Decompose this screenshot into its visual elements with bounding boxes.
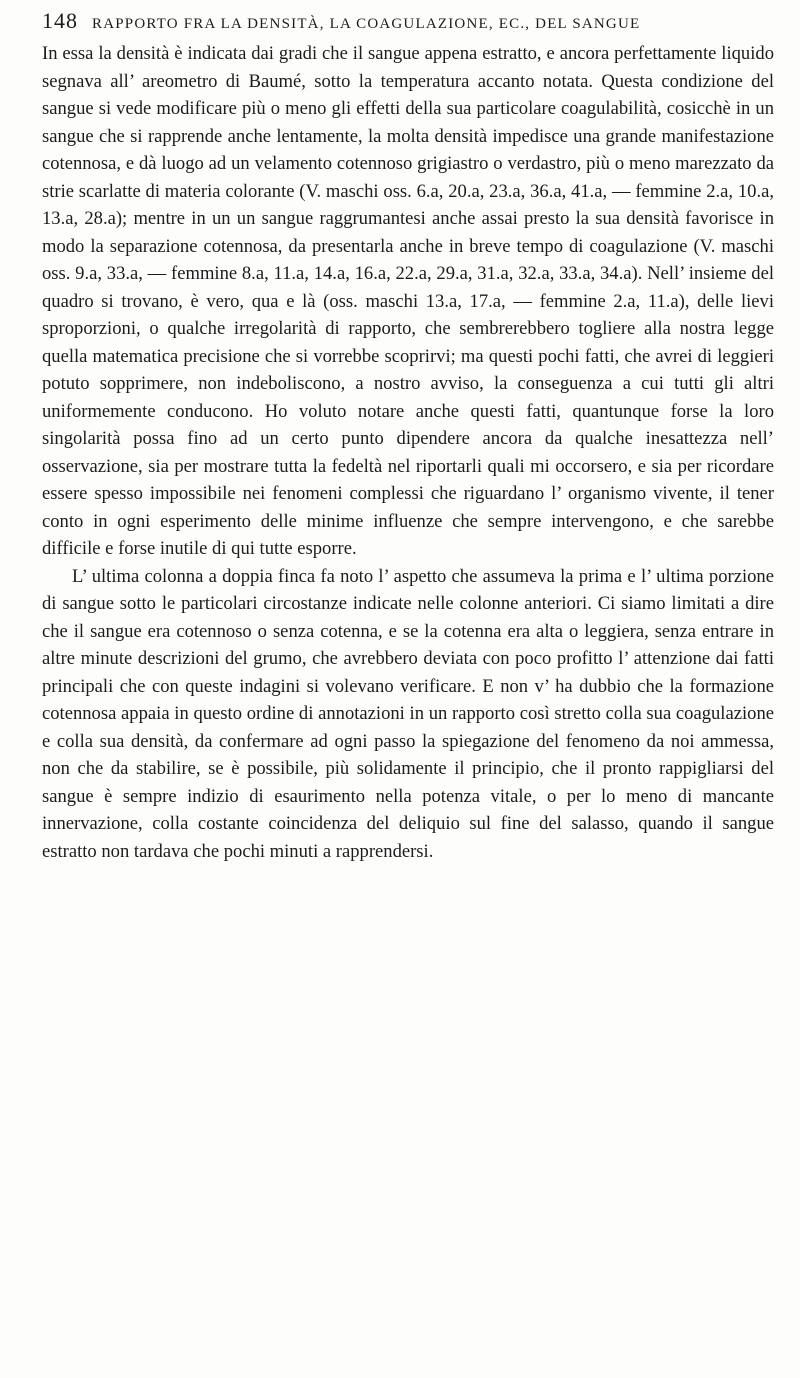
running-title: RAPPORTO FRA LA DENSITÀ, LA COAGULAZIONE, EC., DEL SANGUE xyxy=(92,16,641,32)
body-text xyxy=(42,40,774,865)
running-head xyxy=(42,8,772,36)
page-number: 148 xyxy=(42,8,78,33)
paragraph: L’ ultima colonna a doppia finca fa noto l’ aspetto che assumeva la prima e l’ ultima porzione di sangue sotto le particolari circostanze indicate nelle colonne anteriori. Ci siamo limitati a dire che il sangue era cotennoso o senza cotenna, e se la cotenna era alta o leggiera, senza entrare in altre minute descrizioni del grumo, che avrebbero deviata con poco profitto l’ attenzione dai fatti principali che con queste indagini si volevano verificare. E non v’ ha dubbio che la formazione cotennosa appaia in questo ordine di annotazioni in un rapporto così stretto colla sua coagulazione e colla sua densità, da confermare ad ogni passo la spiegazione del fenomeno da noi ammessa, non che da stabilire, se è possibile, più solidamente il principio, che il pronto rappigliarsi del sangue è sempre indizio di esaurimento nella potenza vitale, o per lo meno di mancante innervazione, colla costante coincidenza del deliquio sul fine del salasso, quando il sangue estratto non tardava che pochi minuti a rapprendersi. xyxy=(42,565,774,862)
paragraph: In essa la densità è indicata dai gradi che il sangue appena estratto, e ancora perfettamente liquido segnava all’ areometro di Baumé, sotto la temperatura accanto notata. Questa condizione del sangue si vede modificare più o meno gli effetti della sua particolare coagulabilità, cosicchè in un sangue che si rapprende anche lentamente, la molta densità impedisce una grande manifestazione cotennosa, e dà luogo ad un velamento cotennoso grigiastro o verdastro, più o meno marezzato da strie scarlatte di materia colorante (V. maschi oss. 6.a, 20.a, 23.a, 36.a, 41.a, — femmine 2.a, 10.a, 13.a, 28.a); mentre in un un sangue raggrumantesi anche assai presto la sua densità favorisce in modo la separazione cotennosa, da presentarla anche in breve tempo di coagulazione (V. maschi oss. 9.a, 33.a, — femmine 8.a, 11.a, 14.a, 16.a, 22.a, 29.a, 31.a, 32.a, 33.a, 34.a). Nell’ insieme del quadro si trovano, è vero, qua e là (oss. maschi 13.a, 17.a, — femmine 2.a, 11.a), delle lievi sproporzioni, o qualche irregolarità di rapporto, che sembrerebbero togliere alla nostra legge quella matematica precisione che si vorrebbe scoprirvi; ma questi pochi fatti, che avrei di leggieri potuto sopprimere, non indeboliscono, a nostro avviso, la conseguenza a cui tutti gli altri uniformemente conducono. Ho voluto notare anche questi fatti, quantunque forse la loro singolarità possa fino ad un certo punto dipendere ancora da qualche inesattezza nell’ osservazione, sia per mostrare tutta la fedeltà nel riportarli quali mi occorsero, e sia per ricordare essere spesso impossibile nei fenomeni complessi che riguardano l’ organismo vivente, il tener conto in ogni esperimento delle minime influenze che sempre intervengono, e che sarebbe difficile e forse inutile di qui tutte esporre. xyxy=(42,43,774,559)
